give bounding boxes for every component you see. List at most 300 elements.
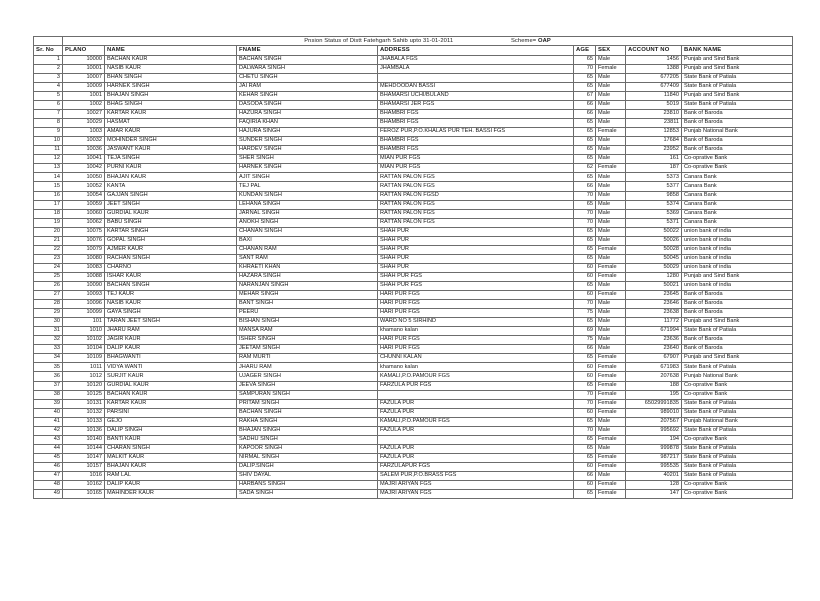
table-row <box>34 471 793 480</box>
cell-sex: Male <box>596 444 626 453</box>
cell-name: TEJA SINGH <box>105 155 237 164</box>
cell-account-no: 987217 <box>626 453 682 462</box>
cell-age: 65 <box>574 245 596 254</box>
cell-age: 65 <box>574 417 596 426</box>
cell-bank-name: Bank of Baroda <box>682 110 793 119</box>
cell-bank-name: Punjab and Sind Bank <box>682 354 793 363</box>
cell-bank-name: Co-oprative Bank <box>682 155 793 164</box>
cell-account-no: 5374 <box>626 200 682 209</box>
cell-address: RATTAN PALON FGS <box>378 173 574 182</box>
table-row <box>34 173 793 182</box>
cell-fname: ANOKH SINGH <box>237 218 378 227</box>
cell-address: MAJRI ARIYAN FGS <box>378 490 574 499</box>
table-row <box>34 245 793 254</box>
cell-bank-name: Canara Bank <box>682 218 793 227</box>
cell-name: CHARAN SINGH <box>105 444 237 453</box>
cell-sex: Male <box>596 182 626 191</box>
cell-account-no: 5377 <box>626 182 682 191</box>
cell-account-no: 194 <box>626 435 682 444</box>
cell-name: DALIP KAUR <box>105 345 237 354</box>
cell-plano: 10036 <box>63 146 105 155</box>
cell-age: 75 <box>574 309 596 318</box>
cell-address: SHAH PUR <box>378 245 574 254</box>
cell-plano: 1003 <box>63 128 105 137</box>
cell-account-no: 188 <box>626 381 682 390</box>
cell-account-no: 128 <box>626 481 682 490</box>
cell-sex: Male <box>596 155 626 164</box>
cell-sex: Female <box>596 490 626 499</box>
cell-address: FEROZ PUR,P.O.KHALAS PUR TEH. BASSI FGS <box>378 128 574 137</box>
cell-address: HARI PUR FGS <box>378 291 574 300</box>
cell-sex: Male <box>596 426 626 435</box>
cell-account-no: 5371 <box>626 218 682 227</box>
cell-bank-name: Canara Bank <box>682 191 793 200</box>
cell-address: BHAMBRI FGS <box>378 146 574 155</box>
table-row <box>34 128 793 137</box>
table-row <box>34 336 793 345</box>
cell-fname: HARBANS SINGH <box>237 481 378 490</box>
cell-sr-no: 42 <box>34 426 63 435</box>
cell-account-no: 11772 <box>626 318 682 327</box>
cell-sr-no: 31 <box>34 327 63 336</box>
table-row <box>34 263 793 272</box>
cell-address: BHAMARSI JER FGS <box>378 101 574 110</box>
cell-name: NASIB KAUR <box>105 64 237 73</box>
cell-account-no: 5019 <box>626 101 682 110</box>
cell-age: 65 <box>574 146 596 155</box>
cell-sr-no: 1 <box>34 55 63 64</box>
table-row <box>34 372 793 381</box>
cell-account-no: 23638 <box>626 309 682 318</box>
table-body <box>34 55 793 498</box>
table-row <box>34 182 793 191</box>
cell-account-no: 50029 <box>626 263 682 272</box>
cell-bank-name: Punjab and Sind Bank <box>682 64 793 73</box>
cell-plano: 10054 <box>63 191 105 200</box>
cell-age: 65 <box>574 435 596 444</box>
cell-fname: SADHU SINGH <box>237 435 378 444</box>
cell-name: PURNI KAUR <box>105 164 237 173</box>
cell-age: 60 <box>574 291 596 300</box>
cell-bank-name: Punjab National Bank <box>682 128 793 137</box>
cell-account-no: 23645 <box>626 291 682 300</box>
cell-address: RATTAN PALON FGS <box>378 182 574 191</box>
cell-sr-no: 45 <box>34 453 63 462</box>
cell-account-no: 23811 <box>626 119 682 128</box>
cell-address: FAZULA PUR <box>378 444 574 453</box>
cell-age: 60 <box>574 408 596 417</box>
cell-fname: BACHAN SINGH <box>237 408 378 417</box>
cell-age: 60 <box>574 263 596 272</box>
cell-plano: 1002 <box>63 101 105 110</box>
cell-plano: 10132 <box>63 408 105 417</box>
cell-account-no: 50045 <box>626 254 682 263</box>
cell-fname: CHANAN RAM <box>237 245 378 254</box>
cell-plano: 10076 <box>63 236 105 245</box>
table-row <box>34 291 793 300</box>
cell-age: 65 <box>574 453 596 462</box>
cell-bank-name: State Bank of Patiala <box>682 363 793 372</box>
cell-sr-no: 39 <box>34 399 63 408</box>
cell-address: WARD NO 5 SIRHIND <box>378 318 574 327</box>
cell-address <box>378 435 574 444</box>
cell-name: NASIB KAUR <box>105 300 237 309</box>
cell-name: BANTI KAUR <box>105 435 237 444</box>
cell-bank-name: State Bank of Patiala <box>682 408 793 417</box>
cell-fname: HAZARA SINGH <box>237 272 378 281</box>
cell-sr-no: 35 <box>34 363 63 372</box>
cell-age: 65 <box>574 128 596 137</box>
cell-address: HARI PUR FGS <box>378 345 574 354</box>
cell-age: 65 <box>574 173 596 182</box>
cell-address: CHUNNI KALAN <box>378 354 574 363</box>
cell-plano: 10099 <box>63 309 105 318</box>
cell-plano: 10032 <box>63 137 105 146</box>
cell-account-no: 207638 <box>626 372 682 381</box>
cell-bank-name: Co-oprative Bank <box>682 390 793 399</box>
table-row <box>34 64 793 73</box>
cell-address: MAJRI ARIYAN FGS <box>378 481 574 490</box>
cell-name: KARTAR SINGH <box>105 227 237 236</box>
cell-name: CHARNO <box>105 263 237 272</box>
cell-bank-name: State Bank of Patiala <box>682 444 793 453</box>
cell-plano: 10052 <box>63 182 105 191</box>
cell-plano: 10075 <box>63 227 105 236</box>
cell-age: 65 <box>574 354 596 363</box>
cell-fname: SHER SINGH <box>237 155 378 164</box>
cell-sr-no: 46 <box>34 462 63 471</box>
cell-sr-no: 37 <box>34 381 63 390</box>
column-header-age: AGE <box>574 46 596 56</box>
cell-plano: 10140 <box>63 435 105 444</box>
table-row <box>34 200 793 209</box>
cell-name: TARAN JEET SINGH <box>105 318 237 327</box>
column-header-name: NAME <box>105 46 237 56</box>
cell-sr-no: 48 <box>34 481 63 490</box>
column-header-account-no: ACCOUNT NO <box>626 46 682 56</box>
cell-address: SHAH PUR <box>378 254 574 263</box>
cell-plano: 10062 <box>63 218 105 227</box>
cell-fname: SADA SINGH <box>237 490 378 499</box>
cell-fname: RAKHA SINGH <box>237 417 378 426</box>
table-row <box>34 82 793 91</box>
cell-account-no: 5373 <box>626 173 682 182</box>
cell-sex: Male <box>596 282 626 291</box>
cell-age: 70 <box>574 218 596 227</box>
cell-name: RAM LAL <box>105 471 237 480</box>
cell-name: TEJ KAUR <box>105 291 237 300</box>
cell-plano: 10090 <box>63 282 105 291</box>
cell-age: 65 <box>574 490 596 499</box>
cell-address: JHABALA FGS <box>378 55 574 64</box>
cell-sex: Male <box>596 300 626 309</box>
cell-fname: BACHAN SINGH <box>237 55 378 64</box>
cell-address: SHAH PUR FGS <box>378 272 574 281</box>
cell-sr-no: 21 <box>34 236 63 245</box>
cell-plano: 10096 <box>63 300 105 309</box>
cell-name: AMAR KAUR <box>105 128 237 137</box>
cell-sex: Female <box>596 462 626 471</box>
report-title: Pnsion Status of Distt Fatehgarh Sahib upto 31-01-2011 <box>304 37 454 44</box>
cell-sex: Female <box>596 263 626 272</box>
cell-bank-name: union bank of india <box>682 263 793 272</box>
cell-age: 60 <box>574 363 596 372</box>
cell-fname: KEHAR SINGH <box>237 92 378 101</box>
cell-age: 65 <box>574 137 596 146</box>
cell-sr-no: 24 <box>34 263 63 272</box>
cell-sr-no: 30 <box>34 318 63 327</box>
cell-sex: Female <box>596 354 626 363</box>
cell-address: SHAH PUR <box>378 263 574 272</box>
cell-bank-name: Punjab National Bank <box>682 372 793 381</box>
cell-bank-name: State Bank of Patiala <box>682 399 793 408</box>
cell-age: 60 <box>574 481 596 490</box>
cell-plano: 1010 <box>63 327 105 336</box>
cell-plano: 10147 <box>63 453 105 462</box>
cell-sex: Male <box>596 227 626 236</box>
cell-sex: Female <box>596 453 626 462</box>
cell-address: MIAN PUR FGS <box>378 155 574 164</box>
column-header-sex: SEX <box>596 46 626 56</box>
cell-sex: Male <box>596 236 626 245</box>
table-row <box>34 354 793 363</box>
cell-plano: 10000 <box>63 55 105 64</box>
cell-age: 67 <box>574 92 596 101</box>
cell-sex: Female <box>596 64 626 73</box>
table-row <box>34 345 793 354</box>
cell-sr-no: 49 <box>34 490 63 499</box>
cell-name: SURJIT KAUR <box>105 372 237 381</box>
cell-bank-name: Punjab and Sind Bank <box>682 92 793 101</box>
cell-sex: Female <box>596 272 626 281</box>
cell-fname: BAXI <box>237 236 378 245</box>
cell-address: khamano kalan <box>378 327 574 336</box>
cell-fname: MEHAR SINGH <box>237 291 378 300</box>
cell-bank-name: union bank of india <box>682 282 793 291</box>
cell-age: 60 <box>574 462 596 471</box>
cell-sex: Male <box>596 101 626 110</box>
cell-age: 66 <box>574 182 596 191</box>
cell-sr-no: 44 <box>34 444 63 453</box>
cell-address: HARI PUR FGS <box>378 336 574 345</box>
cell-fname: JEEVA SINGH <box>237 381 378 390</box>
cell-bank-name: union bank of india <box>682 236 793 245</box>
cell-sr-no: 14 <box>34 173 63 182</box>
cell-name: RACHAN SINGH <box>105 254 237 263</box>
cell-fname: FAQIRIA KHAN <box>237 119 378 128</box>
cell-sr-no: 18 <box>34 209 63 218</box>
cell-plano: 10131 <box>63 399 105 408</box>
cell-fname: MANSA RAM <box>237 327 378 336</box>
cell-address: SHAH PUR FGS <box>378 282 574 291</box>
cell-name: JHARU RAM <box>105 327 237 336</box>
cell-age: 70 <box>574 399 596 408</box>
cell-sex: Male <box>596 209 626 218</box>
cell-account-no: 1388 <box>626 64 682 73</box>
report-title-cell <box>63 37 793 46</box>
cell-fname: DALWARA SINGH <box>237 64 378 73</box>
cell-plano: 10029 <box>63 119 105 128</box>
cell-name: HASMAT <box>105 119 237 128</box>
table-row <box>34 101 793 110</box>
cell-address: HARI PUR FGS <box>378 309 574 318</box>
cell-bank-name: Canara Bank <box>682 173 793 182</box>
cell-sr-no: 10 <box>34 137 63 146</box>
cell-plano: 10027 <box>63 110 105 119</box>
cell-name: JASWANT KAUR <box>105 146 237 155</box>
cell-sex: Male <box>596 92 626 101</box>
table-row <box>34 381 793 390</box>
table-row <box>34 92 793 101</box>
cell-sex: Male <box>596 55 626 64</box>
column-header-fname: FNAME <box>237 46 378 56</box>
cell-sex: Male <box>596 173 626 182</box>
cell-sex: Male <box>596 191 626 200</box>
cell-name: BHAJAN KAUR <box>105 462 237 471</box>
cell-sex: Female <box>596 481 626 490</box>
cell-age: 70 <box>574 191 596 200</box>
cell-age: 70 <box>574 64 596 73</box>
cell-name: GURDIAL KAUR <box>105 381 237 390</box>
cell-bank-name: Co-oprative Bank <box>682 481 793 490</box>
cell-name: DALIP SINGH <box>105 426 237 435</box>
cell-sr-no: 26 <box>34 282 63 291</box>
cell-sex: Male <box>596 309 626 318</box>
cell-sex: Female <box>596 291 626 300</box>
cell-plano: 10157 <box>63 462 105 471</box>
cell-fname: DASODA SINGH <box>237 101 378 110</box>
table-row <box>34 227 793 236</box>
cell-name: BHAGWANTI <box>105 354 237 363</box>
cell-age: 65 <box>574 227 596 236</box>
table-row <box>34 318 793 327</box>
cell-sex: Male <box>596 345 626 354</box>
table-row <box>34 453 793 462</box>
cell-plano: 10136 <box>63 426 105 435</box>
cell-plano: 10165 <box>63 490 105 499</box>
cell-bank-name: Bank of Baroda <box>682 300 793 309</box>
cell-sex: Female <box>596 245 626 254</box>
cell-sr-no: 11 <box>34 146 63 155</box>
cell-fname: CHETU SINGH <box>237 73 378 82</box>
cell-sr-no: 29 <box>34 309 63 318</box>
cell-fname: JEETAM SINGH <box>237 345 378 354</box>
cell-plano: 10125 <box>63 390 105 399</box>
cell-age: 65 <box>574 82 596 91</box>
table-row <box>34 137 793 146</box>
cell-account-no: 989010 <box>626 408 682 417</box>
cell-fname: JAI RAM <box>237 82 378 91</box>
cell-plano: 1012 <box>63 372 105 381</box>
cell-fname: SANT RAM <box>237 254 378 263</box>
cell-plano: 10102 <box>63 336 105 345</box>
cell-account-no: 65029991835 <box>626 399 682 408</box>
table-row <box>34 390 793 399</box>
cell-sex: Female <box>596 399 626 408</box>
cell-name: MALKIT KAUR <box>105 453 237 462</box>
cell-sr-no: 33 <box>34 345 63 354</box>
cell-account-no: 1280 <box>626 272 682 281</box>
cell-plano: 10009 <box>63 82 105 91</box>
table-row <box>34 426 793 435</box>
table-row <box>34 209 793 218</box>
cell-bank-name: union bank of india <box>682 245 793 254</box>
cell-account-no: 995692 <box>626 426 682 435</box>
cell-plano: 10109 <box>63 354 105 363</box>
cell-sr-no: 40 <box>34 408 63 417</box>
cell-age: 65 <box>574 200 596 209</box>
cell-sex: Female <box>596 372 626 381</box>
cell-fname: NIRMAL SINGH <box>237 453 378 462</box>
cell-account-no: 23646 <box>626 300 682 309</box>
cell-address: JHAMBALA <box>378 64 574 73</box>
table-row <box>34 282 793 291</box>
cell-name: KARTAR KAUR <box>105 399 237 408</box>
table-row <box>34 327 793 336</box>
cell-sr-no: 23 <box>34 254 63 263</box>
cell-age: 69 <box>574 327 596 336</box>
cell-age: 65 <box>574 73 596 82</box>
cell-fname: SUNDER SINGH <box>237 137 378 146</box>
cell-sex: Female <box>596 363 626 372</box>
cell-sr-no: 34 <box>34 354 63 363</box>
cell-account-no: 23952 <box>626 146 682 155</box>
cell-account-no: 187 <box>626 164 682 173</box>
cell-address: BHAMBRI FGS <box>378 110 574 119</box>
cell-sex: Male <box>596 318 626 327</box>
cell-sex: Male <box>596 146 626 155</box>
cell-address: RATTAN PALON FGS <box>378 200 574 209</box>
cell-name: BACHAN SINGH <box>105 282 237 291</box>
cell-account-no: 50022 <box>626 227 682 236</box>
cell-sex: Male <box>596 137 626 146</box>
cell-age: 66 <box>574 471 596 480</box>
cell-address: RATTAN PALON FGSD <box>378 191 574 200</box>
cell-name: JAGIR KAUR <box>105 336 237 345</box>
cell-sr-no: 16 <box>34 191 63 200</box>
cell-plano: 101 <box>63 318 105 327</box>
cell-sr-no: 47 <box>34 471 63 480</box>
cell-sex: Female <box>596 381 626 390</box>
cell-bank-name: Bank of Baroda <box>682 119 793 128</box>
cell-age: 62 <box>574 164 596 173</box>
cell-fname: HARNEK SINGH <box>237 164 378 173</box>
cell-bank-name: State Bank of Patiala <box>682 462 793 471</box>
cell-address: SHAH PUR <box>378 227 574 236</box>
cell-name: BHAJAN KAUR <box>105 173 237 182</box>
cell-sex: Female <box>596 408 626 417</box>
table-row <box>34 236 793 245</box>
cell-account-no: 23636 <box>626 336 682 345</box>
cell-plano: 10059 <box>63 200 105 209</box>
cell-name: MOHINDER SINGH <box>105 137 237 146</box>
cell-age: 65 <box>574 282 596 291</box>
cell-address: BHAMBRI FGS <box>378 119 574 128</box>
cell-sex: Male <box>596 254 626 263</box>
cell-address: RATTAN PALON FGS <box>378 209 574 218</box>
table-row <box>34 408 793 417</box>
cell-name: DALIP KAUR <box>105 481 237 490</box>
cell-bank-name: State Bank of Patiala <box>682 453 793 462</box>
cell-age: 75 <box>574 336 596 345</box>
cell-sr-no: 5 <box>34 92 63 101</box>
scheme-label: Scheme= <box>510 37 537 44</box>
cell-bank-name: Punjab and Sind Bank <box>682 55 793 64</box>
cell-age: 65 <box>574 444 596 453</box>
cell-plano: 10080 <box>63 254 105 263</box>
cell-account-no: 671983 <box>626 363 682 372</box>
cell-bank-name: Co-oprative Bank <box>682 435 793 444</box>
